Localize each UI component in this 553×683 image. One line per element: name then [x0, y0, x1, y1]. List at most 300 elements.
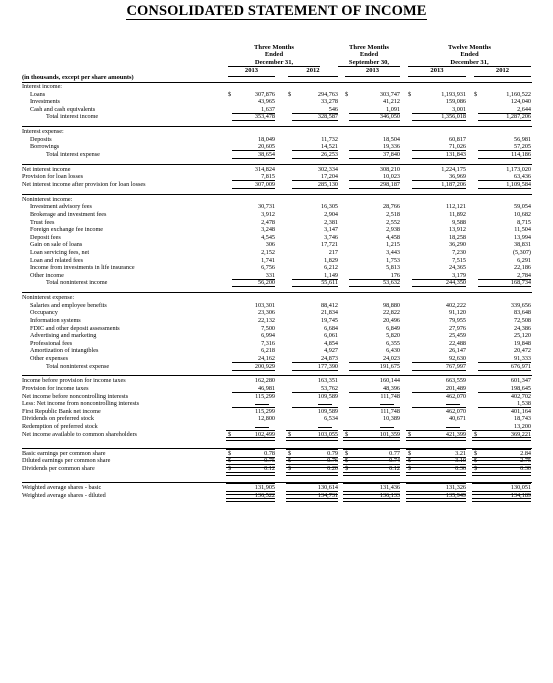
currency-symbol: $	[474, 430, 478, 438]
row-label: Amortization of intangibles	[30, 347, 99, 355]
currency-symbol: $	[288, 449, 292, 457]
row-value: 27,976	[448, 324, 466, 332]
subtotal-rule	[232, 370, 275, 371]
row-value: 83,648	[513, 309, 531, 317]
section-rule	[22, 194, 532, 195]
year-header-rule	[288, 76, 338, 77]
row-label: Foreign exchange fee income	[30, 226, 104, 234]
row-value: 24,162	[257, 355, 275, 362]
row-label: Income before provision for income taxes	[22, 377, 126, 385]
row-value: 1,173,020	[506, 165, 531, 173]
row-value: 421,399	[445, 430, 466, 438]
row-value: 198,645	[510, 385, 531, 392]
total-top-rule	[472, 449, 531, 450]
row-value: 160,144	[379, 377, 400, 385]
row-value: 48,396	[382, 385, 400, 392]
row-value: 201,489	[445, 385, 466, 392]
row-label: Loan servicing fees, net	[30, 249, 90, 256]
subtotal-rule	[292, 370, 338, 371]
row-value: 56,981	[513, 135, 531, 143]
row-value: 17,204	[320, 173, 338, 181]
row-value: 59,054	[513, 203, 531, 211]
row-value: 6,212	[324, 264, 338, 272]
row-value: 36,969	[448, 173, 466, 181]
row-value: 18,258	[448, 233, 466, 241]
row-value: 4,854	[324, 339, 338, 347]
subtotal-rule	[478, 370, 531, 371]
row-value: 0.78	[264, 449, 275, 457]
row-value: 1,224,175	[441, 165, 466, 173]
row-value: 131,436	[379, 484, 400, 491]
subtotal-rule	[349, 286, 400, 287]
row-value: 1,149	[324, 271, 338, 279]
row-label: Total interest income	[46, 113, 99, 121]
row-value: 1,287,206	[506, 113, 531, 121]
total-top-rule	[406, 430, 466, 431]
row-value: 339,656	[510, 301, 531, 309]
row-value: 13,994	[513, 233, 531, 241]
row-value: 63,436	[513, 173, 531, 181]
row-label: Interest income:	[22, 83, 63, 90]
row-value: 8,715	[517, 218, 531, 226]
subtotal-rule	[412, 286, 466, 287]
row-value: 3,179	[452, 271, 466, 279]
row-label: Noninterest expense:	[22, 294, 75, 302]
currency-symbol: $	[408, 457, 412, 465]
row-value: 71,026	[448, 143, 466, 151]
subtotal-rule	[412, 370, 466, 371]
period-header-line3: December 31,	[254, 58, 294, 66]
currency-symbol: $	[228, 457, 232, 465]
currency-symbol: $	[345, 430, 349, 438]
row-value: 134,731	[317, 491, 338, 499]
row-value: 4,458	[386, 233, 400, 241]
row-value: 1,109,584	[506, 181, 531, 188]
row-value: 22,132	[257, 317, 275, 324]
row-value: 124,040	[510, 98, 531, 106]
row-value: 7,815	[261, 173, 275, 181]
row-label: Advertising and marketing	[30, 332, 97, 340]
total-top-rule	[286, 491, 338, 492]
row-label: Noninterest income:	[22, 195, 73, 203]
nil-dash	[380, 404, 394, 405]
row-label: Other expenses	[30, 355, 68, 362]
total-top-rule	[226, 464, 275, 465]
row-value: 462,070	[445, 392, 466, 400]
row-value: 25,120	[513, 332, 531, 340]
total-double-rule	[343, 498, 400, 502]
row-value: 1,356,018	[441, 113, 466, 121]
total-double-rule	[406, 498, 466, 502]
period-header-line2: Ended	[264, 51, 284, 59]
row-value: 1,091	[386, 105, 400, 113]
total-top-rule	[406, 464, 466, 465]
row-value: 191,675	[379, 362, 400, 370]
row-value: 26,147	[448, 347, 466, 355]
row-value: 676,971	[510, 362, 531, 370]
row-value: 88,412	[320, 301, 338, 309]
row-value: 7,316	[261, 339, 275, 347]
row-value: 462,070	[445, 407, 466, 415]
row-value: 13,200	[513, 423, 531, 430]
row-value: 112,121	[446, 203, 466, 211]
total-top-rule	[472, 464, 531, 465]
total-top-rule	[472, 483, 531, 484]
row-value: 20,605	[257, 143, 275, 151]
row-value: 18,049	[257, 135, 275, 143]
nil-dash	[446, 427, 460, 428]
row-value: 33,278	[320, 98, 338, 106]
period-header-line3: December 31,	[450, 58, 489, 66]
row-value: 24,365	[448, 264, 466, 272]
currency-symbol: $	[345, 464, 349, 472]
row-value: 28,766	[382, 203, 400, 211]
row-value: 72,508	[513, 317, 531, 324]
row-value: 307,009	[254, 181, 275, 188]
row-value: 11,732	[321, 135, 338, 143]
total-top-rule	[226, 457, 275, 458]
row-value: 177,390	[317, 362, 338, 370]
row-value: 6,756	[261, 264, 275, 272]
row-value: 79,955	[448, 317, 466, 324]
row-label: Total noninterest expense	[46, 362, 110, 370]
row-value: 109,589	[317, 407, 338, 415]
total-top-rule	[406, 457, 466, 458]
row-label: Weighted average shares - diluted	[22, 491, 106, 499]
currency-symbol: $	[345, 457, 349, 465]
row-value: 0.79	[327, 449, 338, 457]
row-value: 0.12	[389, 464, 400, 472]
row-value: 55,611	[321, 279, 338, 287]
row-value: 6,355	[386, 339, 400, 347]
row-value: 159,086	[445, 98, 466, 106]
period-header	[338, 44, 400, 66]
row-value: 1,193,931	[441, 90, 466, 98]
row-value: 6,684	[324, 324, 338, 332]
row-value: 6,534	[324, 415, 338, 423]
row-label: Other income	[30, 271, 64, 279]
period-header-line2: Ended	[460, 51, 479, 59]
row-value: 41,212	[382, 98, 400, 106]
row-value: 92,630	[448, 355, 466, 362]
row-value: 0.20	[327, 464, 338, 472]
row-value: 5,813	[386, 264, 400, 272]
subtotal-rule	[232, 120, 275, 121]
row-value: 308,210	[379, 165, 400, 173]
total-double-rule	[472, 498, 531, 502]
period-header-line1: Three Months	[254, 44, 294, 51]
row-value: 101,359	[379, 430, 400, 438]
row-value: 2,518	[386, 211, 400, 218]
period-header-line2: Ended	[359, 51, 379, 59]
subtotal-rule	[412, 158, 466, 159]
row-value: 1,829	[324, 256, 338, 264]
total-top-rule	[406, 491, 466, 492]
row-label: Trust fees	[30, 218, 55, 226]
row-label: Weighted average shares - basic	[22, 484, 102, 491]
total-top-rule	[226, 449, 275, 450]
row-value: 10,682	[513, 211, 531, 218]
row-label: Diluted earnings per common share	[22, 457, 111, 465]
caption-rule	[22, 82, 532, 83]
nil-dash	[380, 427, 394, 428]
row-value: 18,743	[513, 415, 531, 423]
row-value: 38,654	[257, 151, 275, 158]
row-value: 306	[265, 241, 275, 249]
total-top-rule	[406, 449, 466, 450]
currency-symbol: $	[474, 449, 478, 457]
row-value: 2,478	[261, 218, 275, 226]
nil-dash	[446, 404, 460, 405]
row-value: 0.74	[389, 457, 400, 465]
row-value: 3,746	[324, 233, 338, 241]
row-value: 328,587	[317, 113, 338, 121]
total-top-rule	[343, 449, 400, 450]
total-double-rule	[406, 472, 466, 476]
row-label: First Republic Bank net income	[22, 407, 101, 415]
row-value: 12,800	[257, 415, 275, 423]
total-double-rule	[472, 437, 531, 441]
currency-symbol: $	[228, 430, 232, 438]
row-value: 163,351	[317, 377, 338, 385]
row-value: 1,187,206	[441, 181, 466, 188]
row-label: Dividends on preferred stock	[22, 415, 94, 423]
row-value: 1,538	[517, 400, 531, 408]
currency-symbol: $	[474, 464, 478, 472]
row-value: 130,614	[317, 484, 338, 491]
subtotal-rule	[232, 286, 275, 287]
row-value: 2,784	[517, 271, 531, 279]
row-value: 546	[328, 105, 338, 113]
row-label: Occupancy	[30, 309, 58, 317]
currency-symbol: $	[288, 430, 292, 438]
section-rule	[22, 292, 532, 293]
subtotal-rule	[349, 188, 400, 189]
row-value: 91,120	[448, 309, 466, 317]
total-top-rule	[343, 430, 400, 431]
row-value: 103,301	[254, 301, 275, 309]
row-label: Professional fees	[30, 339, 73, 347]
subtotal-rule	[292, 158, 338, 159]
row-value: 1,215	[386, 241, 400, 249]
year-header: 2013	[430, 67, 444, 74]
row-value: 3,147	[324, 226, 338, 234]
row-value: 601,347	[510, 377, 531, 385]
total-top-rule	[472, 430, 531, 431]
row-label: Net income available to common shareholders	[22, 430, 137, 438]
section-rule	[22, 375, 532, 376]
subtotal-rule	[412, 120, 466, 121]
row-value: 2,904	[324, 211, 338, 218]
currency-symbol: $	[345, 449, 349, 457]
row-value: 43,965	[257, 98, 275, 106]
total-top-rule	[472, 457, 531, 458]
subtotal-rule	[292, 286, 338, 287]
row-value: 23,306	[257, 309, 275, 317]
row-value: 3,001	[452, 105, 466, 113]
subtotal-rule	[292, 120, 338, 121]
row-value: 1,160,522	[506, 90, 531, 98]
row-value: 2.75	[520, 457, 531, 465]
row-value: 22,822	[382, 309, 400, 317]
row-value: 109,589	[317, 392, 338, 400]
section-rule	[22, 164, 532, 165]
row-value: 102,499	[254, 430, 275, 438]
row-value: (5,307)	[512, 249, 531, 256]
row-label: Provision for loan losses	[22, 173, 84, 181]
row-label: Provision for income taxes	[22, 385, 89, 392]
row-label: Deposits	[30, 135, 52, 143]
row-value: 11,504	[514, 226, 531, 234]
row-value: 16,305	[320, 203, 338, 211]
row-value: 10,389	[382, 415, 400, 423]
row-label: Loan and related fees	[30, 256, 84, 264]
currency-symbol: $	[408, 90, 412, 98]
row-value: 3.21	[455, 449, 466, 457]
nil-dash	[255, 427, 269, 428]
row-value: 24,386	[513, 324, 531, 332]
row-value: 1,753	[386, 256, 400, 264]
row-label: Net interest income after provision for loan losses	[22, 181, 146, 188]
row-value: 3,912	[261, 211, 275, 218]
total-top-rule	[226, 483, 275, 484]
row-value: 60,817	[448, 135, 466, 143]
row-value: 176	[390, 271, 400, 279]
row-value: 25,459	[448, 332, 466, 340]
currency-symbol: $	[408, 430, 412, 438]
row-value: 9,588	[452, 218, 466, 226]
row-label: Interest expense:	[22, 128, 64, 136]
row-value: 30,731	[257, 203, 275, 211]
total-double-rule	[286, 472, 338, 476]
row-value: 20,472	[513, 347, 531, 355]
row-value: 6,849	[386, 324, 400, 332]
currency-symbol: $	[408, 464, 412, 472]
row-value: 4,545	[261, 233, 275, 241]
currency-symbol: $	[288, 90, 292, 98]
total-top-rule	[343, 457, 400, 458]
row-value: 36,290	[448, 241, 466, 249]
row-value: 57,205	[513, 143, 531, 151]
row-value: 0.76	[327, 457, 338, 465]
row-value: 115,299	[255, 392, 275, 400]
currency-symbol: $	[228, 464, 232, 472]
units-caption: (in thousands, except per share amounts)	[22, 74, 134, 81]
row-value: 20,496	[382, 317, 400, 324]
row-value: 2,552	[386, 218, 400, 226]
row-value: 3,248	[261, 226, 275, 234]
row-value: 2,938	[386, 226, 400, 234]
row-label: Information systems	[30, 317, 81, 324]
total-top-rule	[343, 464, 400, 465]
row-value: 3,443	[386, 249, 400, 256]
total-top-rule	[343, 483, 400, 484]
row-value: 302,334	[317, 165, 338, 173]
row-value: 14,521	[320, 143, 338, 151]
row-value: 6,218	[261, 347, 275, 355]
total-double-rule	[472, 472, 531, 476]
row-value: 1,741	[261, 256, 275, 264]
total-double-rule	[406, 437, 466, 441]
total-top-rule	[286, 449, 338, 450]
subtotal-rule	[232, 158, 275, 159]
row-value: 6,430	[386, 347, 400, 355]
row-value: 244,350	[445, 279, 466, 287]
row-value: 111,748	[380, 392, 400, 400]
row-value: 7,500	[261, 324, 275, 332]
subtotal-rule	[478, 158, 531, 159]
row-value: 0.36	[455, 464, 466, 472]
row-value: 0.12	[264, 464, 275, 472]
row-label: Investment advisory fees	[30, 203, 92, 211]
currency-symbol: $	[474, 90, 478, 98]
total-top-rule	[286, 430, 338, 431]
row-value: 0.30	[520, 464, 531, 472]
row-value: 4,927	[324, 347, 338, 355]
period-header	[228, 44, 320, 66]
row-label: Dividends per common share	[22, 464, 95, 472]
subtotal-rule	[478, 286, 531, 287]
nil-dash	[255, 404, 269, 405]
row-label: Net income before noncontrolling interests	[22, 392, 129, 400]
row-value: 131,905	[254, 484, 275, 491]
subtotal-rule	[292, 188, 338, 189]
total-double-rule	[226, 472, 275, 476]
row-value: 401,164	[510, 407, 531, 415]
row-value: 26,253	[320, 151, 338, 158]
row-value: 46,981	[257, 385, 275, 392]
row-value: 19,745	[320, 317, 338, 324]
period-header	[408, 44, 531, 66]
row-value: 37,840	[382, 151, 400, 158]
currency-symbol: $	[474, 457, 478, 465]
row-value: 3.10	[455, 457, 466, 465]
total-top-rule	[286, 464, 338, 465]
total-double-rule	[286, 498, 338, 502]
total-top-rule	[226, 491, 275, 492]
row-value: 298,187	[379, 181, 400, 188]
total-top-rule	[406, 483, 466, 484]
row-value: 5,820	[386, 332, 400, 340]
year-header-rule	[345, 76, 400, 77]
row-label: Less: Net income from noncontrolling interests	[22, 400, 140, 408]
row-value: 103,055	[317, 430, 338, 438]
row-value: 91,333	[513, 355, 531, 362]
row-value: 40,671	[448, 415, 466, 423]
row-value: 314,824	[254, 165, 275, 173]
subtotal-rule	[349, 120, 400, 121]
row-value: 131,843	[445, 151, 466, 158]
row-value: 7,230	[452, 249, 466, 256]
row-value: 11,892	[449, 211, 466, 218]
nil-dash	[318, 404, 332, 405]
row-value: 134,189	[510, 491, 531, 499]
nil-dash	[318, 427, 332, 428]
period-header-line1: Three Months	[349, 44, 389, 51]
row-label: Income from investments in life insurance	[30, 264, 135, 272]
row-value: 38,831	[513, 241, 531, 249]
currency-symbol: $	[345, 90, 349, 98]
row-value: 2,381	[324, 218, 338, 226]
total-top-rule	[226, 430, 275, 431]
row-value: 402,222	[445, 301, 466, 309]
row-value: 10,023	[382, 173, 400, 181]
row-value: 6,061	[324, 332, 338, 340]
row-label: Deposit fees	[30, 233, 61, 241]
row-value: 369,221	[510, 430, 531, 438]
row-value: 135,949	[445, 491, 466, 499]
row-label: Brokerage and investment fees	[30, 211, 107, 218]
